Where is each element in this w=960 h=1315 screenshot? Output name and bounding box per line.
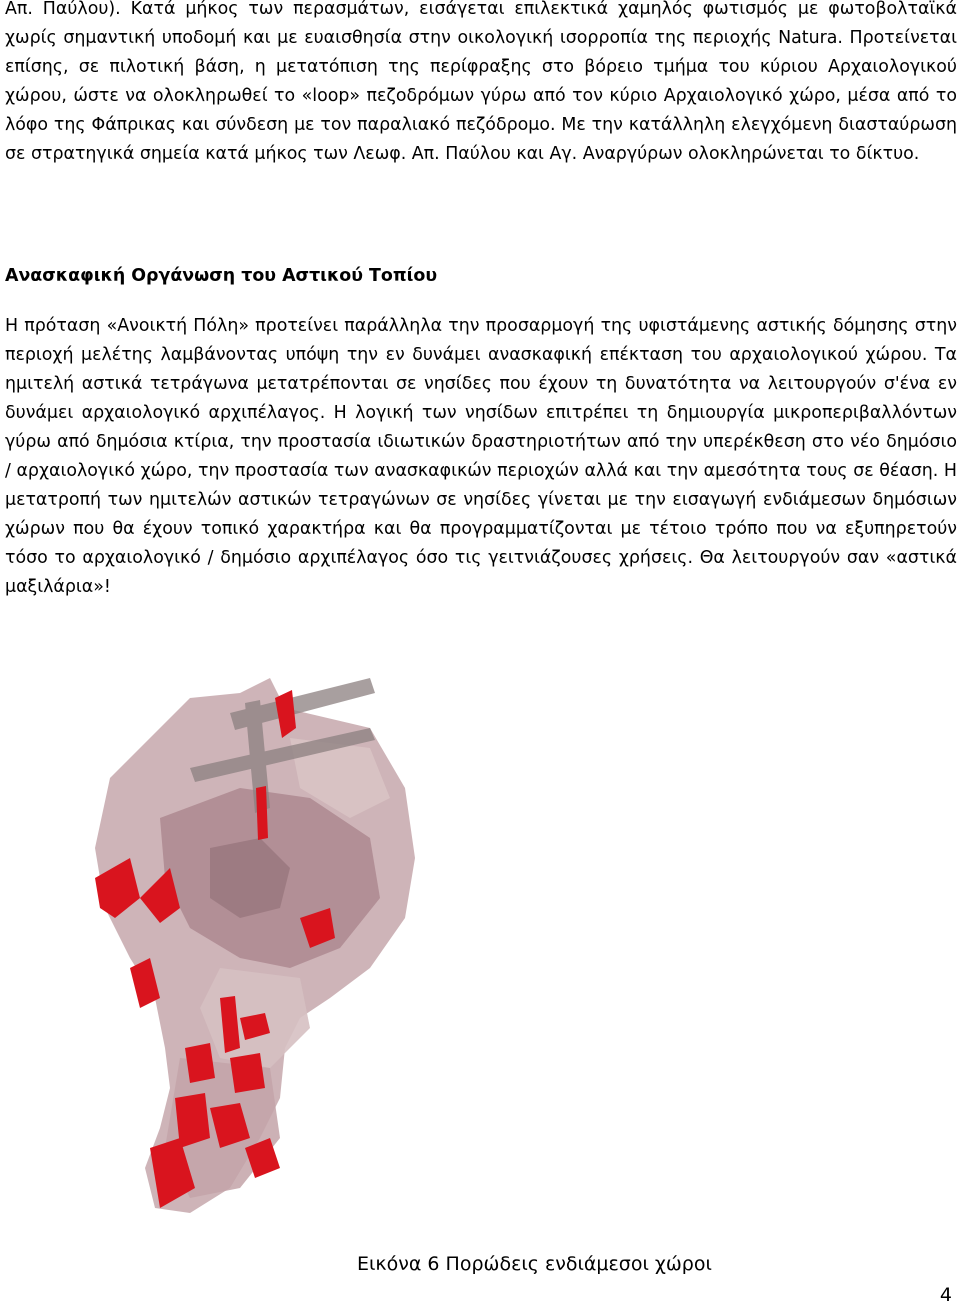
main-paragraph: Η πρόταση «Ανοικτή Πόλη» προτείνει παράλληλα την προσαρμογή της υφιστάμενης αστικής δόμησης στην περιοχή μελέτης λαμβάνοντας υπόψη την εν δυνάμει ανασκαφική επέκταση του αρχαιολογικού χώρου. Τα ημιτελή αστικά τετράγωνα μετατρέπονται σε νησίδες που έχουν τη δυνατότητα να λειτουργούν σ'ένα εν δυνάμει αρχαιολογικό αρχιπέλαγος. Η λογική των νησίδων επιτρέπει τη δημιουργία μικροπεριβαλλόντων γύρω από δημόσια κτίρια, την προστασία ιδιωτικών δραστηριοτήτων από την υπερέκθεση στο νέο δημόσιο / αρχαιολογικό χώρο, την προστασία των ανασκαφικών περιοχών αλλά και την αμεσότητα τους σε θέαση. Η μετατροπή των ημιτελών αστικών τετραγώνων σε νησίδες γίνεται με την εισαγωγή ενδιάμεσων δημόσιων χώρων που θα έχουν τοπικό χαρακτήρα και θα προγραμματίζονται με τέτοιο τρόπο που να εξυπηρετούν τόσο το αρχαιολογικό / δημόσιο αρχιπέλαγος όσο τις γειτνιάζουσες χρήσεις. Θα λειτουργούν σαν «αστικά μαξιλάρια»! [5, 316, 957, 597]
porous-spaces-map [70, 668, 440, 1228]
page-number: 4 [939, 1284, 952, 1306]
section-heading: Ανασκαφική Οργάνωση του Αστικού Τοπίου [5, 266, 438, 286]
figure-caption: Εικόνα 6 Πορώδεις ενδιάμεσοι χώροι [357, 1253, 712, 1275]
intro-paragraph: Απ. Παύλου). Κατά μήκος των περασμάτων, εισάγεται επιλεκτικά χαμηλός φωτισμός με φωτοβολταϊκά χωρίς σημαντική υποδομή και με ευαισθησία στην οικολογική ισορροπία της περιοχής Natura. Προτείνεται επίσης, σε πιλοτική βάση, η μετατόπιση της περίφραξης στο βόρειο τμήμα του κύριου Αρχαιολογικού χώρου, ώστε να ολοκληρωθεί το «loop» πεζοδρόμων γύρω από τον κύριο Αρχαιολογικό χώρο, μέσα από το λόφο της Φάπρικας και σύνδεση με τον παραλιακό πεζόδρομο. Με την κατάλληλη ελεγχόμενη διασταύρωση σε στρατηγικά σημεία κατά μήκος των Λεωφ. Απ. Παύλου και Αγ. Αναργύρων ολοκληρώνεται το δίκτυο. [5, 0, 957, 164]
